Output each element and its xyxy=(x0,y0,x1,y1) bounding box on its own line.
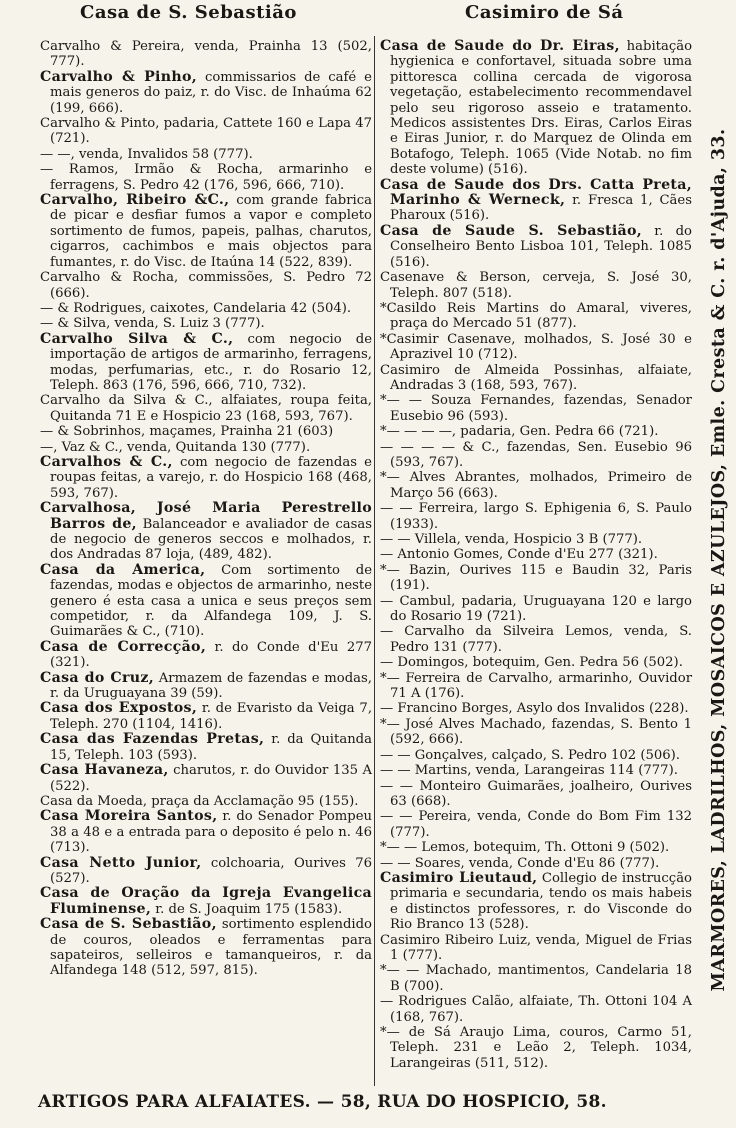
directory-entry xyxy=(380,332,692,363)
directory-entry xyxy=(40,794,372,809)
directory-entry xyxy=(40,501,372,563)
directory-entry xyxy=(40,424,372,439)
entry-text: *Casildo Reis Martins do Amaral, viveres, praça do Mercado 51 (877). xyxy=(380,300,692,332)
directory-entry xyxy=(40,393,372,424)
entry-text: — — Gonçalves, calçado, S. Pedro 102 (506). xyxy=(380,747,681,763)
directory-entry xyxy=(380,963,692,994)
entry-name: Casa de Saude do Dr. Eiras, xyxy=(380,38,620,54)
entry-text: *— Ferreira de Carvalho, armarinho, Ouvidor 71 A (176). xyxy=(380,670,692,702)
directory-entry xyxy=(380,39,692,178)
directory-entry xyxy=(380,547,692,562)
directory-entry xyxy=(40,701,372,732)
directory-entry xyxy=(40,39,372,70)
directory-entry xyxy=(380,178,692,224)
entry-text: com grande fabrica de picar e desfiar fumos a vapor e completo sortimento de fumos, papeis, palhas, charutos, cigarros, cachimbos e mais objectos para fumantes, r. do Visc. de Itaúna 14 (522, 839). xyxy=(50,193,372,270)
directory-entry xyxy=(380,701,692,716)
entry-text: colchoaria, Ourives 76 (527). xyxy=(50,855,372,886)
entry-name: Casa Havaneza, xyxy=(40,762,169,779)
directory-entry xyxy=(380,1025,692,1071)
directory-entry xyxy=(380,393,692,424)
entry-name: Casa de S. Sebastião, xyxy=(40,916,217,933)
directory-entry xyxy=(40,116,372,147)
entry-text: Carvalho da Silva & C., alfaiates, roupa feita, Quitanda 71 E e Hospicio 23 (168, 593, 767). xyxy=(40,393,372,424)
directory-entry xyxy=(380,809,692,840)
header-right: Casimiro de Sá xyxy=(465,2,624,23)
entry-text: — — — — & C., fazendas, Sen. Eusebio 96 (593, 767). xyxy=(380,439,692,470)
directory-entry xyxy=(380,994,692,1025)
directory-entry xyxy=(380,779,692,810)
directory-entry xyxy=(40,440,372,455)
left-column xyxy=(40,39,372,979)
entry-text: — Carvalho da Silveira Lemos, venda, S. Pedro 131 (777). xyxy=(380,624,692,655)
directory-entry xyxy=(40,316,372,331)
entry-name: Carvalho & Pinho, xyxy=(40,68,197,85)
entry-name: Carvalhos & C., xyxy=(40,453,173,470)
entry-text: com negocio de importação de artigos de armarinho, ferragens, modas, perfumarias, etc., r. do Rosario 12, Teleph. 863 (176, 596, 666, 710, 732). xyxy=(50,331,373,393)
directory-entry xyxy=(380,363,692,394)
entry-text: Casimiro de Almeida Possinhas, alfaiate, Andradas 3 (168, 593, 767). xyxy=(380,362,692,393)
entry-text: Armazem de fazendas e modas, r. da Uruguayana 39 (59). xyxy=(50,670,373,702)
entry-text: — & Rodrigues, caixotes, Candelaria 42 (504). xyxy=(40,300,352,316)
entry-text: Collegio de instrucção primaria e secundaria, tendo os mais habeis e distinctos professores, r. do Visconde do Rio Branco 13 (528). xyxy=(390,870,692,933)
entry-text: r. Fresca 1, Cães Pharoux (516). xyxy=(390,193,692,224)
entry-text: Casimiro Ribeiro Luiz, venda, Miguel de Frias 1 (777). xyxy=(380,932,692,963)
directory-entry xyxy=(380,933,692,964)
entry-name: Casa da America, xyxy=(40,561,206,578)
entry-text: com negocio de fazendas e roupas feitas, a varejo, r. do Hospicio 168 (468, 593, 767). xyxy=(50,454,372,501)
entry-text: *— de Sá Araujo Lima, couros, Carmo 51, Teleph. 231 e Leão 2, Teleph. 1034, Larangeiras (511, 512). xyxy=(380,1025,692,1071)
entry-text: — & Sobrinhos, maçames, Prainha 21 (603) xyxy=(40,424,334,440)
entry-name: Casa de Oração da Igreja Evangelica Fluminense, xyxy=(40,885,372,917)
entry-name: Casa do Cruz, xyxy=(40,669,155,686)
directory-entry xyxy=(380,717,692,748)
entry-text: r. do Conde d'Eu 277 (321). xyxy=(50,639,372,671)
directory-entry xyxy=(40,270,372,301)
directory-entry xyxy=(380,594,692,625)
entry-text: Com sortimento de fazendas, modas e objectos de armarinho, neste genero é esta casa a unica e seus preços sem competidor, r. da Alfandega 109, J. S. Guimarães & C., (710). xyxy=(50,562,372,640)
entry-text: r. de S. Joaquim 175 (1583). xyxy=(151,901,343,917)
directory-entry xyxy=(380,671,692,702)
entry-text: habitação hygienica e confortavel, situada sobre uma pittoresca collina cercada de vigorosa vegetação, estabelecimento recommendavel pelo seu rigoroso asseio e tratamento. Medicos assistentes Drs. Eiras, Carlos Eiras e Eiras Junior, r. do Marquez de Olinda em Botafogo, Teleph. 1065 (Vide Notab. no fim deste volume) (516). xyxy=(390,39,693,178)
entry-name: Carvalho, Ribeiro &C., xyxy=(40,192,230,209)
directory-entry xyxy=(40,763,372,794)
entry-text: *— José Alves Machado, fazendas, S. Bento 1 (592, 666). xyxy=(380,716,692,748)
entry-name: Casa das Fazendas Pretas, xyxy=(40,731,265,748)
directory-entry xyxy=(380,224,692,270)
directory-entry xyxy=(380,424,692,439)
entry-text: Carvalho & Pereira, venda, Prainha 13 (502, 777). xyxy=(40,39,372,70)
entry-text: — Cambul, padaria, Uruguayana 120 e largo do Rosario 19 (721). xyxy=(380,593,692,625)
directory-entry xyxy=(40,147,372,162)
entry-text: *Casimir Casenave, molhados, S. José 30 e Aprazivel 10 (712). xyxy=(380,331,692,363)
entry-text: Casa da Moeda, praça da Acclamação 95 (155). xyxy=(40,793,359,809)
entry-text: r. da Quitanda 15, Teleph. 103 (593). xyxy=(50,732,372,763)
entry-name: Casa de Saude S. Sebastião, xyxy=(380,222,643,239)
directory-entry xyxy=(40,671,372,702)
entry-text: *— — Machado, mantimentos, Candelaria 18 B (700). xyxy=(380,963,692,994)
entry-name: Casa de Saude dos Drs. Catta Preta, Marinho & Werneck, xyxy=(380,176,692,209)
entry-text: — —, venda, Invalidos 58 (777). xyxy=(40,146,253,162)
entry-text: — — Martins, venda, Larangeiras 114 (777). xyxy=(380,763,678,779)
entry-text: r. de Evaristo da Veiga 7, Teleph. 270 (1104, 1416). xyxy=(50,701,373,732)
directory-entry xyxy=(380,763,692,778)
entry-text: charutos, r. do Ouvidor 135 A (522). xyxy=(50,763,372,794)
directory-entry xyxy=(40,301,372,316)
entry-text: — — Ferreira, largo S. Ephigenia 6, S. Paulo (1933). xyxy=(380,501,692,532)
entry-text: Carvalho & Pinto, padaria, Cattete 160 e Lapa 47 (721). xyxy=(40,116,372,147)
entry-text: r. do Senador Pompeu 38 a 48 e a entrada para o deposito é pelo n. 46 (713). xyxy=(50,809,372,856)
entry-text: — — Villela, venda, Hospicio 3 B (777). xyxy=(380,532,643,547)
directory-entry xyxy=(380,840,692,855)
directory-entry xyxy=(40,563,372,640)
entry-text: r. do Conselheiro Bento Lisboa 101, Teleph. 1085 (516). xyxy=(390,223,692,270)
entry-name: Carvalhosa, José Maria Perestrello Barros de, xyxy=(40,500,372,532)
entry-text: sortimento esplendido de couros, oleados e ferramentas para sapateiros, selleiros e tamanqueiros, r. da Alfandega 148 (512, 597, 815). xyxy=(50,917,372,979)
entry-text: commissarios de café e mais generos do paiz, r. do Visc. de Inhaúma 62 (199, 666). xyxy=(50,69,372,116)
footer-advert: ARTIGOS PARA ALFAIATES. — 58, RUA DO HOSPICIO, 58. xyxy=(38,1092,607,1112)
entry-text: —, Vaz & C., venda, Quitanda 130 (777). xyxy=(40,439,311,455)
right-column xyxy=(380,39,692,1071)
entry-name: Casa dos Expostos, xyxy=(40,700,198,717)
directory-entry xyxy=(380,563,692,594)
entry-text: — & Silva, venda, S. Luiz 3 (777). xyxy=(40,316,265,332)
directory-entry xyxy=(40,162,372,193)
entry-text: — Rodrigues Calão, alfaiate, Th. Ottoni 104 A (168, 767). xyxy=(380,994,692,1025)
directory-entry xyxy=(40,917,372,979)
entry-text: — Francino Borges, Asylo dos Invalidos (228). xyxy=(380,701,689,717)
directory-entry xyxy=(380,440,692,471)
entry-name: Casa de Correcção, xyxy=(40,638,207,655)
entry-text: Carvalho & Rocha, commissões, S. Pedro 72 (666). xyxy=(40,270,372,301)
directory-entry xyxy=(40,455,372,501)
entry-text: — Antonio Gomes, Conde d'Eu 277 (321). xyxy=(380,547,658,563)
entry-name: Casa Moreira Santos, xyxy=(40,808,218,825)
directory-entry xyxy=(40,332,372,394)
directory-entry xyxy=(40,193,372,270)
column-divider xyxy=(374,36,375,1086)
entry-text: — — Soares, venda, Conde d'Eu 86 (777). xyxy=(380,855,660,871)
directory-entry xyxy=(380,748,692,763)
entry-text: *— — Lemos, botequim, Th. Ottoni 9 (502). xyxy=(380,840,670,856)
directory-entry xyxy=(40,732,372,763)
entry-text: — Ramos, Irmão & Rocha, armarinho e ferragens, S. Pedro 42 (176, 596, 666, 710). xyxy=(40,162,372,193)
directory-entry xyxy=(40,70,372,116)
entry-text: — Domingos, botequim, Gen. Pedra 56 (502). xyxy=(380,655,683,671)
entry-text: *— Bazin, Ourives 115 e Baudin 32, Paris (191). xyxy=(380,562,692,594)
entry-text: — — Monteiro Guimarães, joalheiro, Ourives 63 (668). xyxy=(380,778,692,809)
directory-entry xyxy=(380,856,692,871)
entry-text: Balanceador e avaliador de casas de negocio de generos seccos e molhados, r. dos Andradas 87 loja, (489, 482). xyxy=(50,516,372,563)
header-left: Casa de S. Sebastião xyxy=(80,2,297,23)
entry-text: *— Alves Abrantes, molhados, Primeiro de Março 56 (663). xyxy=(380,470,692,501)
directory-entry xyxy=(380,655,692,670)
directory-entry xyxy=(40,856,372,887)
entry-text: — — Pereira, venda, Conde do Bom Fim 132 (777). xyxy=(380,809,692,840)
directory-entry xyxy=(380,501,692,532)
directory-entry xyxy=(380,470,692,501)
entry-name: Casa Netto Junior, xyxy=(40,854,202,871)
directory-entry xyxy=(380,624,692,655)
entry-name: Carvalho Silva & C., xyxy=(40,330,234,347)
entry-text: Casenave & Berson, cerveja, S. José 30, Teleph. 807 (518). xyxy=(380,270,692,301)
entry-name: Casimiro Lieutaud, xyxy=(380,869,538,886)
entry-text: *— — Souza Fernandes, fazendas, Senador Eusebio 96 (593). xyxy=(380,393,692,424)
directory-entry xyxy=(380,871,692,933)
directory-entry xyxy=(40,886,372,917)
directory-entry xyxy=(40,640,372,671)
side-banner-text: MARMORES, LADRILHOS, MOSAICOS E AZULEJOS, Emle. Cresta & C. r. d'Ajuda, 33. xyxy=(709,128,729,992)
entry-text: *— — — —, padaria, Gen. Pedra 66 (721). xyxy=(380,424,659,440)
directory-entry xyxy=(380,270,692,301)
directory-entry xyxy=(380,301,692,332)
side-banner xyxy=(704,40,734,1080)
directory-entry xyxy=(40,809,372,855)
directory-entry xyxy=(380,532,692,547)
